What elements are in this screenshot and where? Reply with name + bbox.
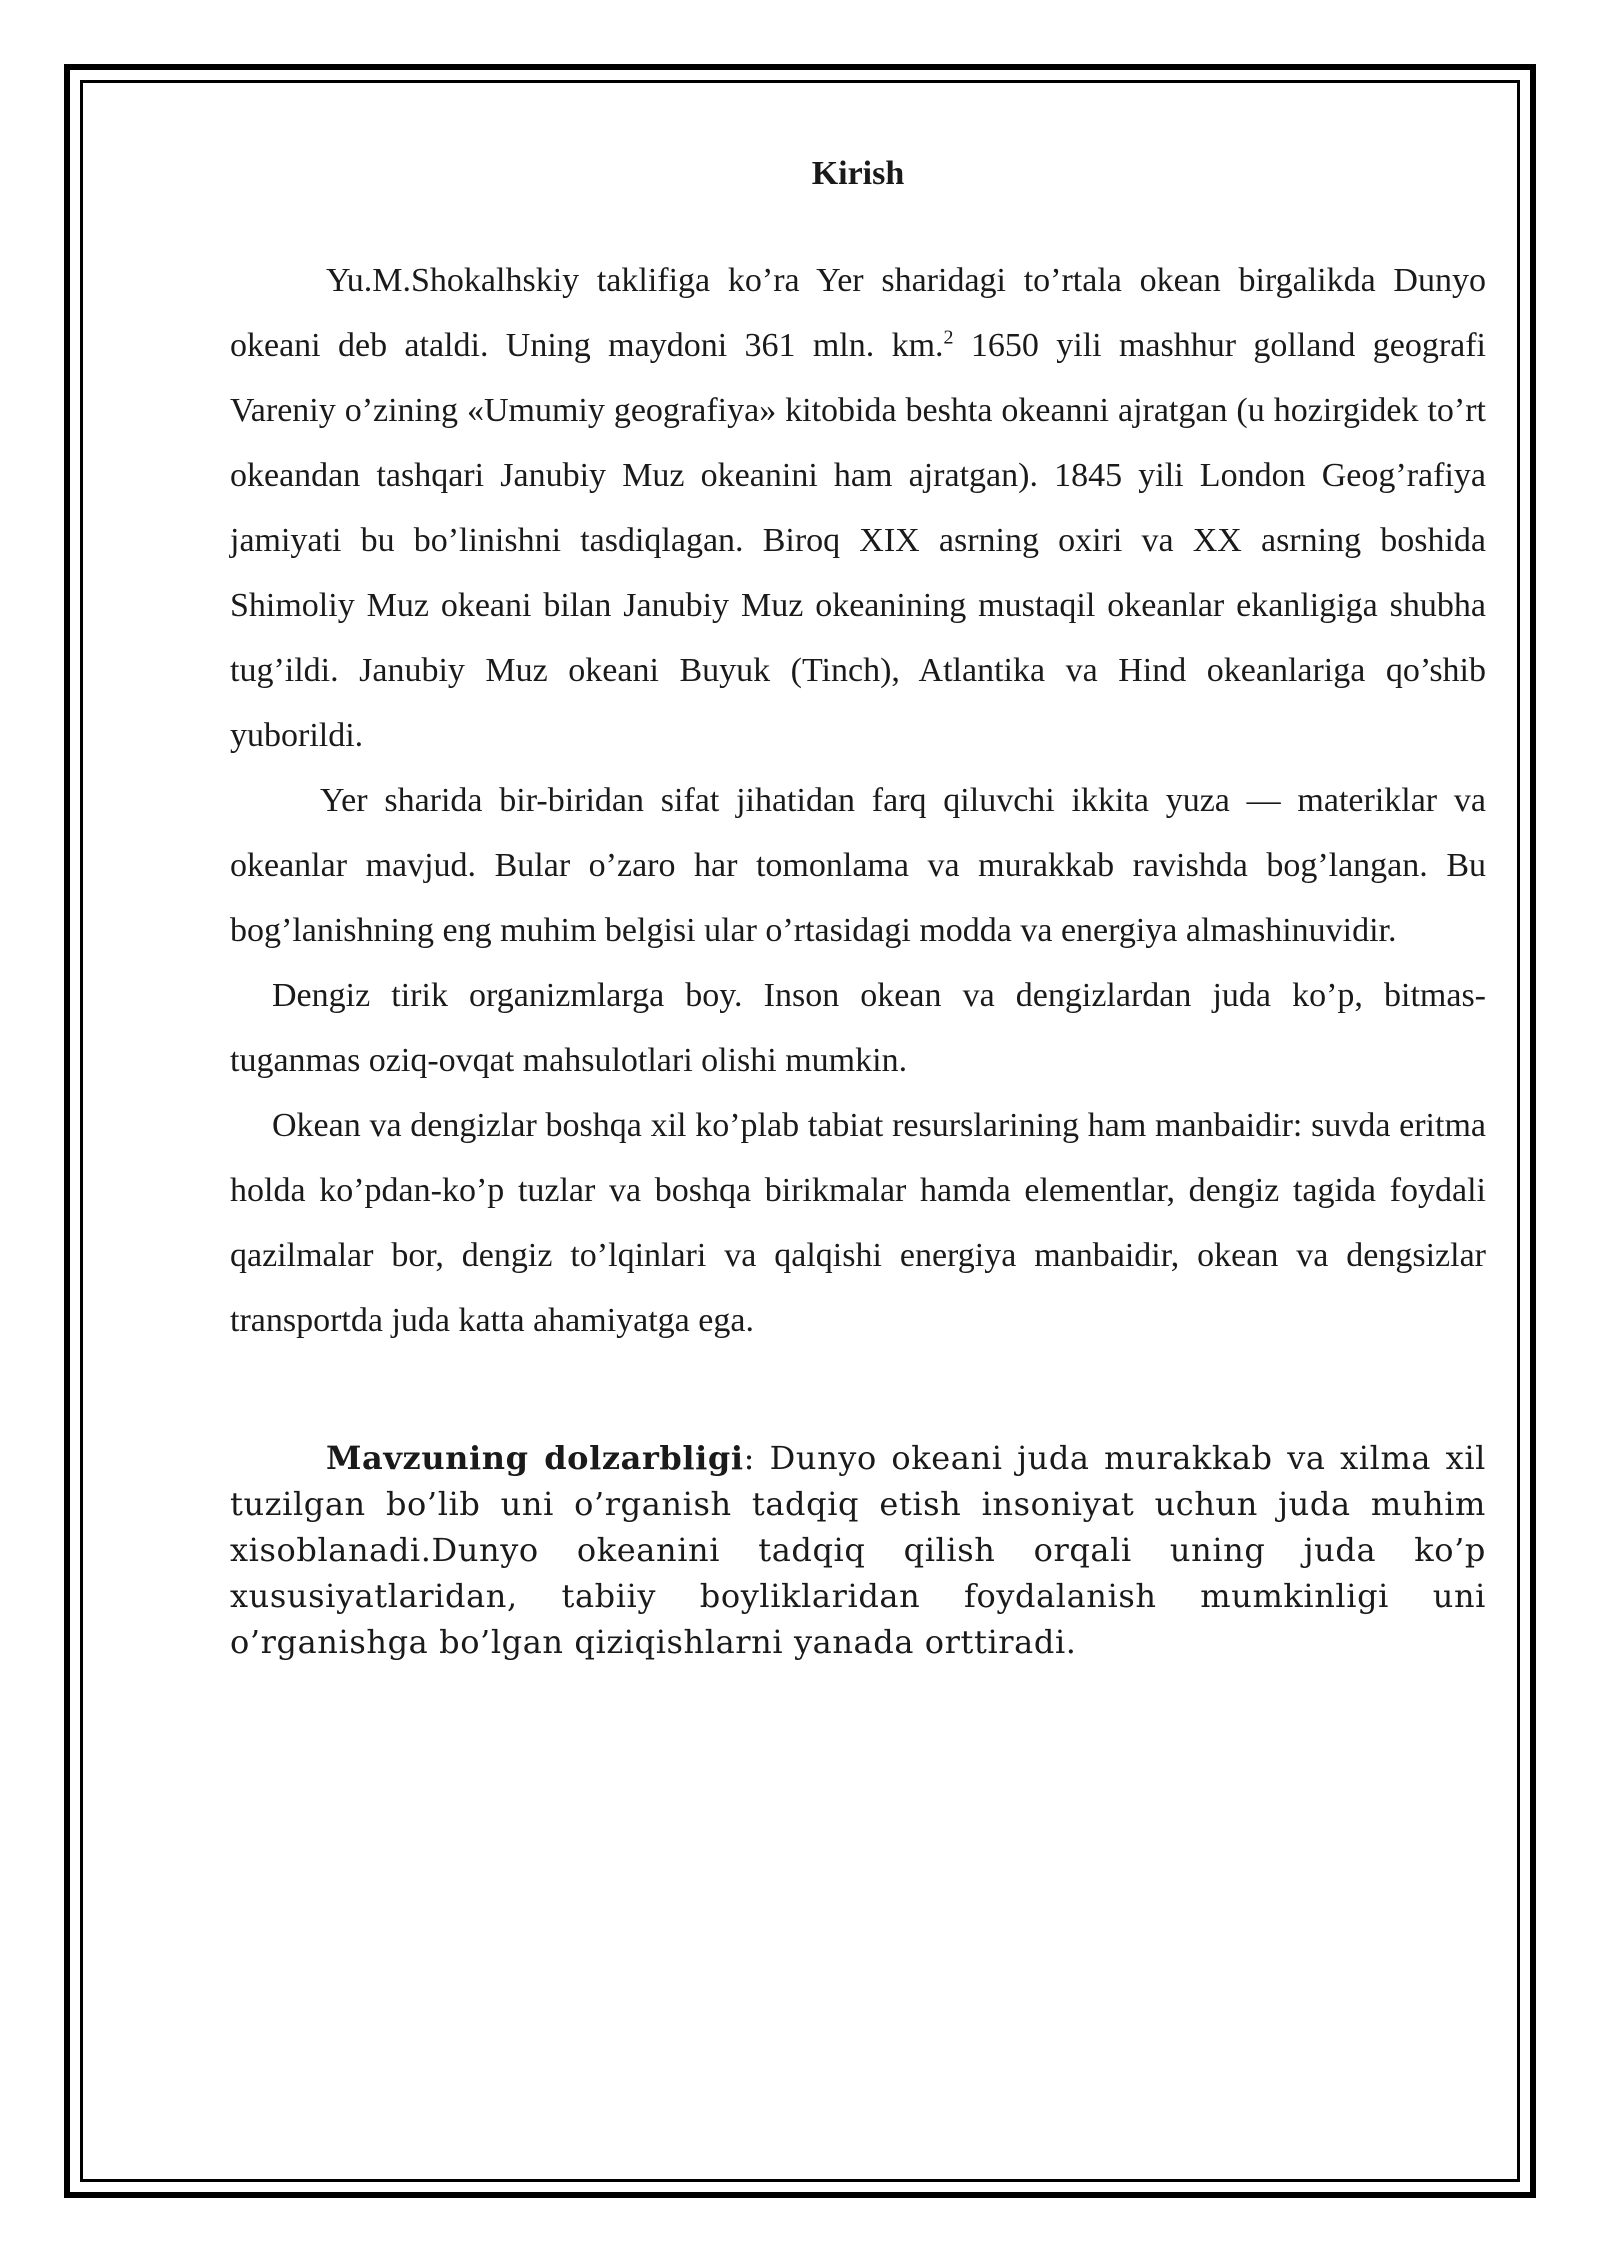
paragraph-intro-text-start: Yu.M.Shokalhskiy taklifiga ko’ra Yer sharidagi to’rtala okean birgalikda Dunyo okeani deb ataldi. Uning maydoni 361 mln. km. [230,262,1486,364]
document-body [230,148,1486,1697]
relevance-text: : Dunyo okeani juda murakkab va xilma xil tuzilgan bo’lib uni o’rganish tadqiq etish insoniyat uchun juda muhim xisoblanadi.Dunyo okeanini tadqiq qilish orqali uning juda ko’p xususiyatlaridan, tabiiy boyliklaridan foydalanish mumkinligi uni o’rganishga bo’lgan qiziqishlarni yanada orttiradi. [230,1439,1486,1661]
paragraph-intro [230,248,1486,768]
paragraph-continents-oceans: Yer sharida bir-biridan sifat jihatidan farq qiluvchi ikkita yuza — materiklar va okeanlar mavjud. Bular o’zaro har tomonlama va murakkab ravishda bog’langan. Bu bog’lanishning eng muhim belgisi ular o’rtasidagi modda va energiya almashinuvidir. [230,782,1486,949]
paragraph-sea-resources: Okean va dengizlar boshqa xil ko’plab tabiat resurslarining ham manbaidir: suvda eritma holda ko’pdan-ko’p tuzlar va boshqa birikmalar hamda elementlar, dengiz tagida foydali qazilmalar bor, dengiz to’lqinlari va qalqishi energiya manbaidir, okean va dengsizlar transportda juda katta ahamiyatga ega. [230,1107,1486,1339]
paragraph-sea-organisms: Dengiz tirik organizmlarga boy. Inson okean va dengizlardan juda ko’p, bitmas-tuganmas oziq-ovqat mahsulotlari olishi mumkin. [230,977,1486,1079]
paragraph-relevance [230,1435,1486,1665]
document-title: Kirish [811,155,905,192]
relevance-heading: Mavzuning dolzarbligi [326,1439,744,1477]
paragraph-intro-text-end: 1650 yili mashhur golland geografi Vareniy o’zining «Umumiy geografiya» kitobida beshta okeanni ajratgan (u hozirgidek to’rt okeandan tashqari Janubiy Muz okeanini ham ajratgan). 1845 yili London Geog’rafiya jamiyati bu bo’linishni tasdiqlagan. Biroq XIX asrning oxiri va XX asrning boshida Shimoliy Muz okeani bilan Janubiy Muz okeanining mustaqil okeanlar ekanligiga shubha tug’ildi. Janubiy Muz okeani Buyuk (Tinch), Atlantika va Hind okeanlariga qo’shib yuborildi. [230,327,1487,754]
superscript-footnote: 2 [943,326,954,349]
